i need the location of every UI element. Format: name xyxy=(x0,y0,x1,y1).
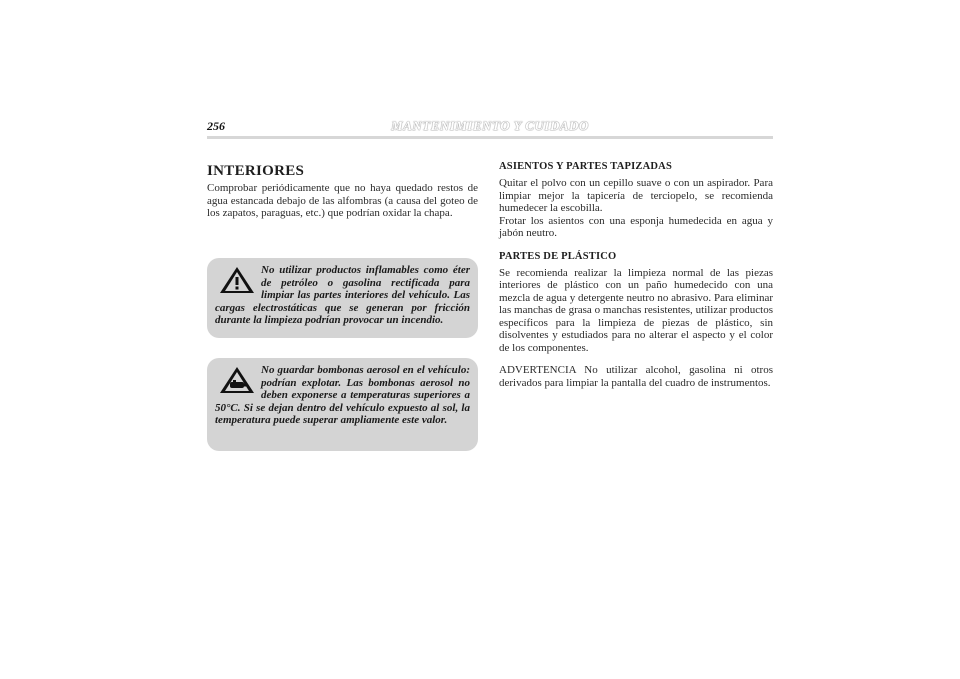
plastic-text: Se recomienda realizar la limpieza normal de las piezas interiores de plástico con un paño humedecido con una mezcla de agua y detergente neutro no abrasivo. Para eliminar las manchas de grasa o manchas resistentes, utilizar productos específicos para la limpieza de piezas de plástico, sin disolventes y estudiados para no alterar el aspecto y el color de los componentes. xyxy=(499,266,773,354)
page-number: 256 xyxy=(207,119,225,133)
spacer xyxy=(499,354,773,364)
warning-box-aerosol xyxy=(207,358,478,451)
interiores-intro: Comprobar periódicamente que no haya quedado restos de agua estancada debajo de las alfombras (a causa del goteo de los zapatos, paraguas, etc.) que podrían oxidar la chapa. xyxy=(207,182,478,219)
spacer xyxy=(499,240,773,250)
section-title: MANTENIMIENTO Y CUIDADO xyxy=(391,118,589,133)
warning-text-aerosol: No guardar bombonas aerosol en el vehículo: podrían explotar. Las bombonas aerosol no deben exponerse a temperaturas superiores a 50°C. Si se dejan dentro del vehículo expuesto al sol, la temperatura puede superar ampliamente este valor. xyxy=(215,364,470,426)
warning-box-flammable xyxy=(207,258,478,338)
warning-text-flammable: No utilizar productos inflamables como éter de petróleo o gasolina rectificada para limpiar las partes interiores del vehículo. Las cargas electrostáticas que se generan por fricción durante la limpieza podrían provocar un incendio. xyxy=(215,264,470,326)
aerosol-warning-icon xyxy=(219,366,255,394)
right-column xyxy=(499,160,773,389)
warning-triangle-icon xyxy=(219,266,255,294)
header-rule xyxy=(207,136,773,139)
left-column xyxy=(207,160,478,220)
page-header xyxy=(207,119,773,141)
seats-heading: ASIENTOS Y PARTES TAPIZADAS xyxy=(499,161,672,172)
seats-text-1: Quitar el polvo con un cepillo suave o con un aspirador. Para limpiar mejor la tapicería de terciopelo, se recomienda humedecer la escobilla. xyxy=(499,177,773,214)
advertencia-text: ADVERTENCIA No utilizar alcohol, gasolina ni otros derivados para limpiar la pantalla del cuadro de instrumentos. xyxy=(499,364,773,389)
interiores-heading: INTERIORES xyxy=(207,163,305,179)
seats-text-2: Frotar los asientos con una esponja humedecida en agua y jabón neutro. xyxy=(499,214,773,239)
plastic-heading: PARTES DE PLÁSTICO xyxy=(499,250,617,262)
